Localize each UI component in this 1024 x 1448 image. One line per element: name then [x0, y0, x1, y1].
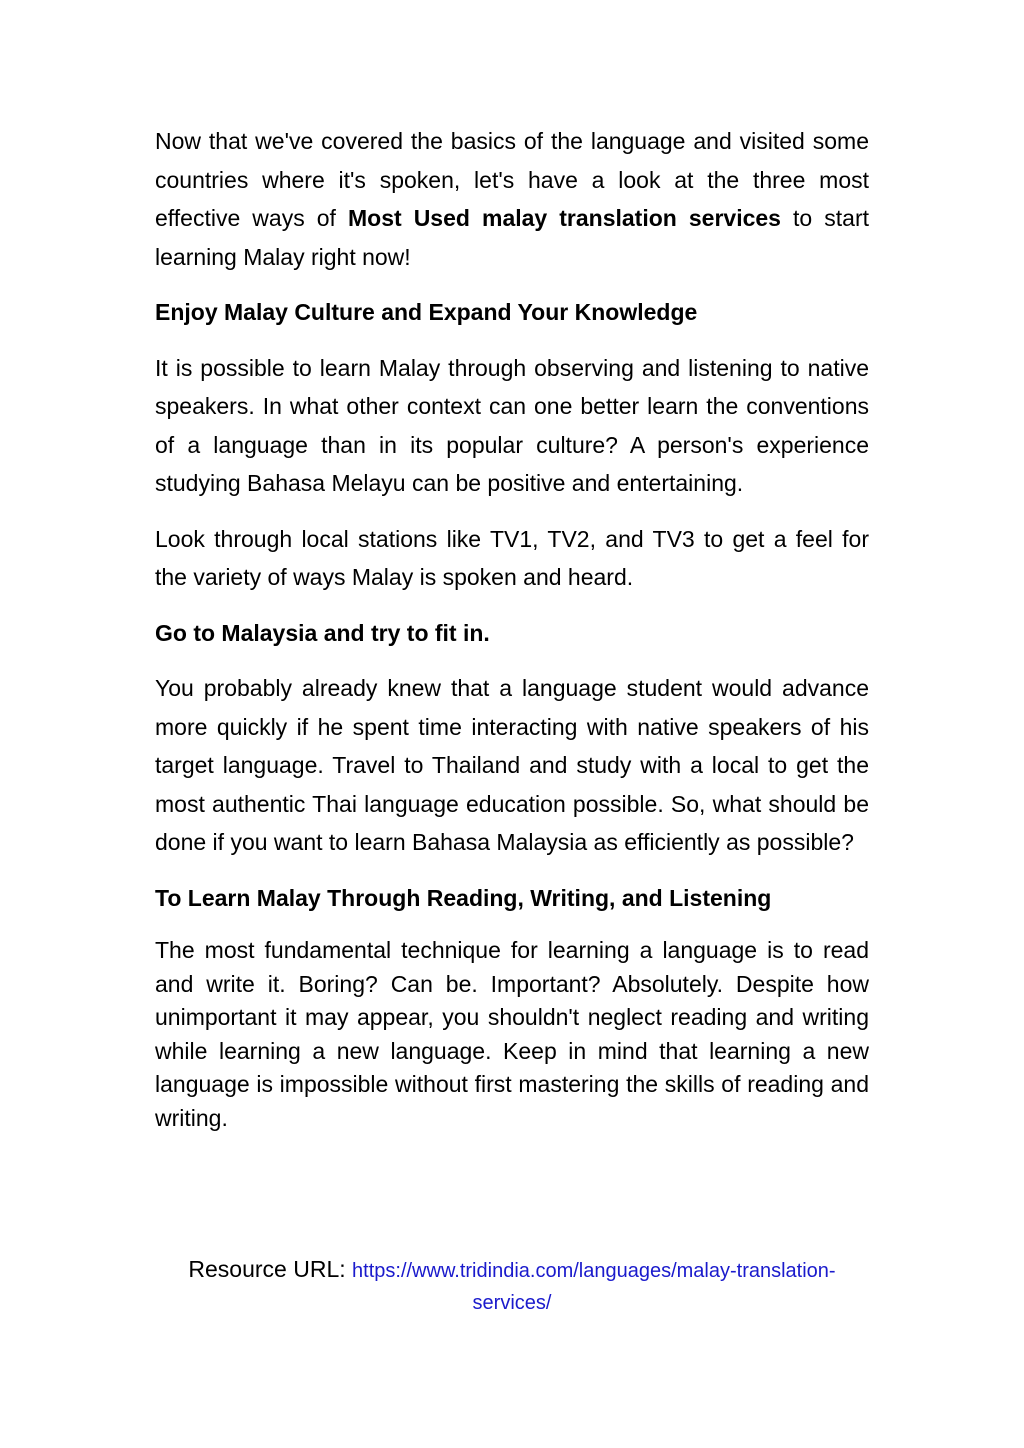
section-culture-paragraph-2: Look through local stations like TV1, TV2, and TV3 to get a feel for the variety of ways Malay is spoken and heard. — [155, 525, 869, 590]
section-heading-malaysia: Go to Malaysia and try to fit in. — [155, 619, 490, 646]
resource-label: Resource URL: — [188, 1256, 353, 1282]
intro-paragraph — [155, 122, 869, 276]
section-malaysia-paragraph: You probably already knew that a language student would advance more quickly if he spent time interacting with native speakers of his target language. Travel to Thailand and study with a local to get the most authentic Thai language education possible. So, what should be done if you want to learn Bahasa Malaysia as efficiently as possible? — [155, 675, 869, 855]
resource-line — [155, 1254, 869, 1318]
section-heading-culture: Enjoy Malay Culture and Expand Your Knowledge — [155, 299, 698, 325]
resource-url-link[interactable]: https://www.tridindia.com/languages/malay-translation-services/ — [352, 1260, 836, 1314]
intro-bold-phrase: Most Used malay translation services — [347, 205, 781, 231]
document-body — [155, 122, 869, 1153]
section-reading-paragraph: The most fundamental technique for learning a language is to read and write it. Boring? Can be. Important? Absolutely. Despite how unimportant it may appear, you shouldn't neglect reading and writing while learning a new language. Keep in mind that learning a new language is impossible without first mastering the skills of reading and writing. — [155, 937, 869, 1131]
intro-text-before: Now that we've covered the basics of the language and visited some countries where it's spoken, let's have a look at the three most effective ways of — [155, 128, 869, 231]
intro-text-after: to start learning Malay right now! — [155, 205, 870, 270]
section-heading-reading-writing: To Learn Malay Through Reading, Writing, and Listening — [155, 884, 772, 911]
section-culture-paragraph-1: It is possible to learn Malay through observing and listening to native speakers. In what other context can one better learn the conventions of a language than in its popular culture? A person's experience studying Bahasa Melayu can be positive and entertaining. — [155, 354, 869, 496]
